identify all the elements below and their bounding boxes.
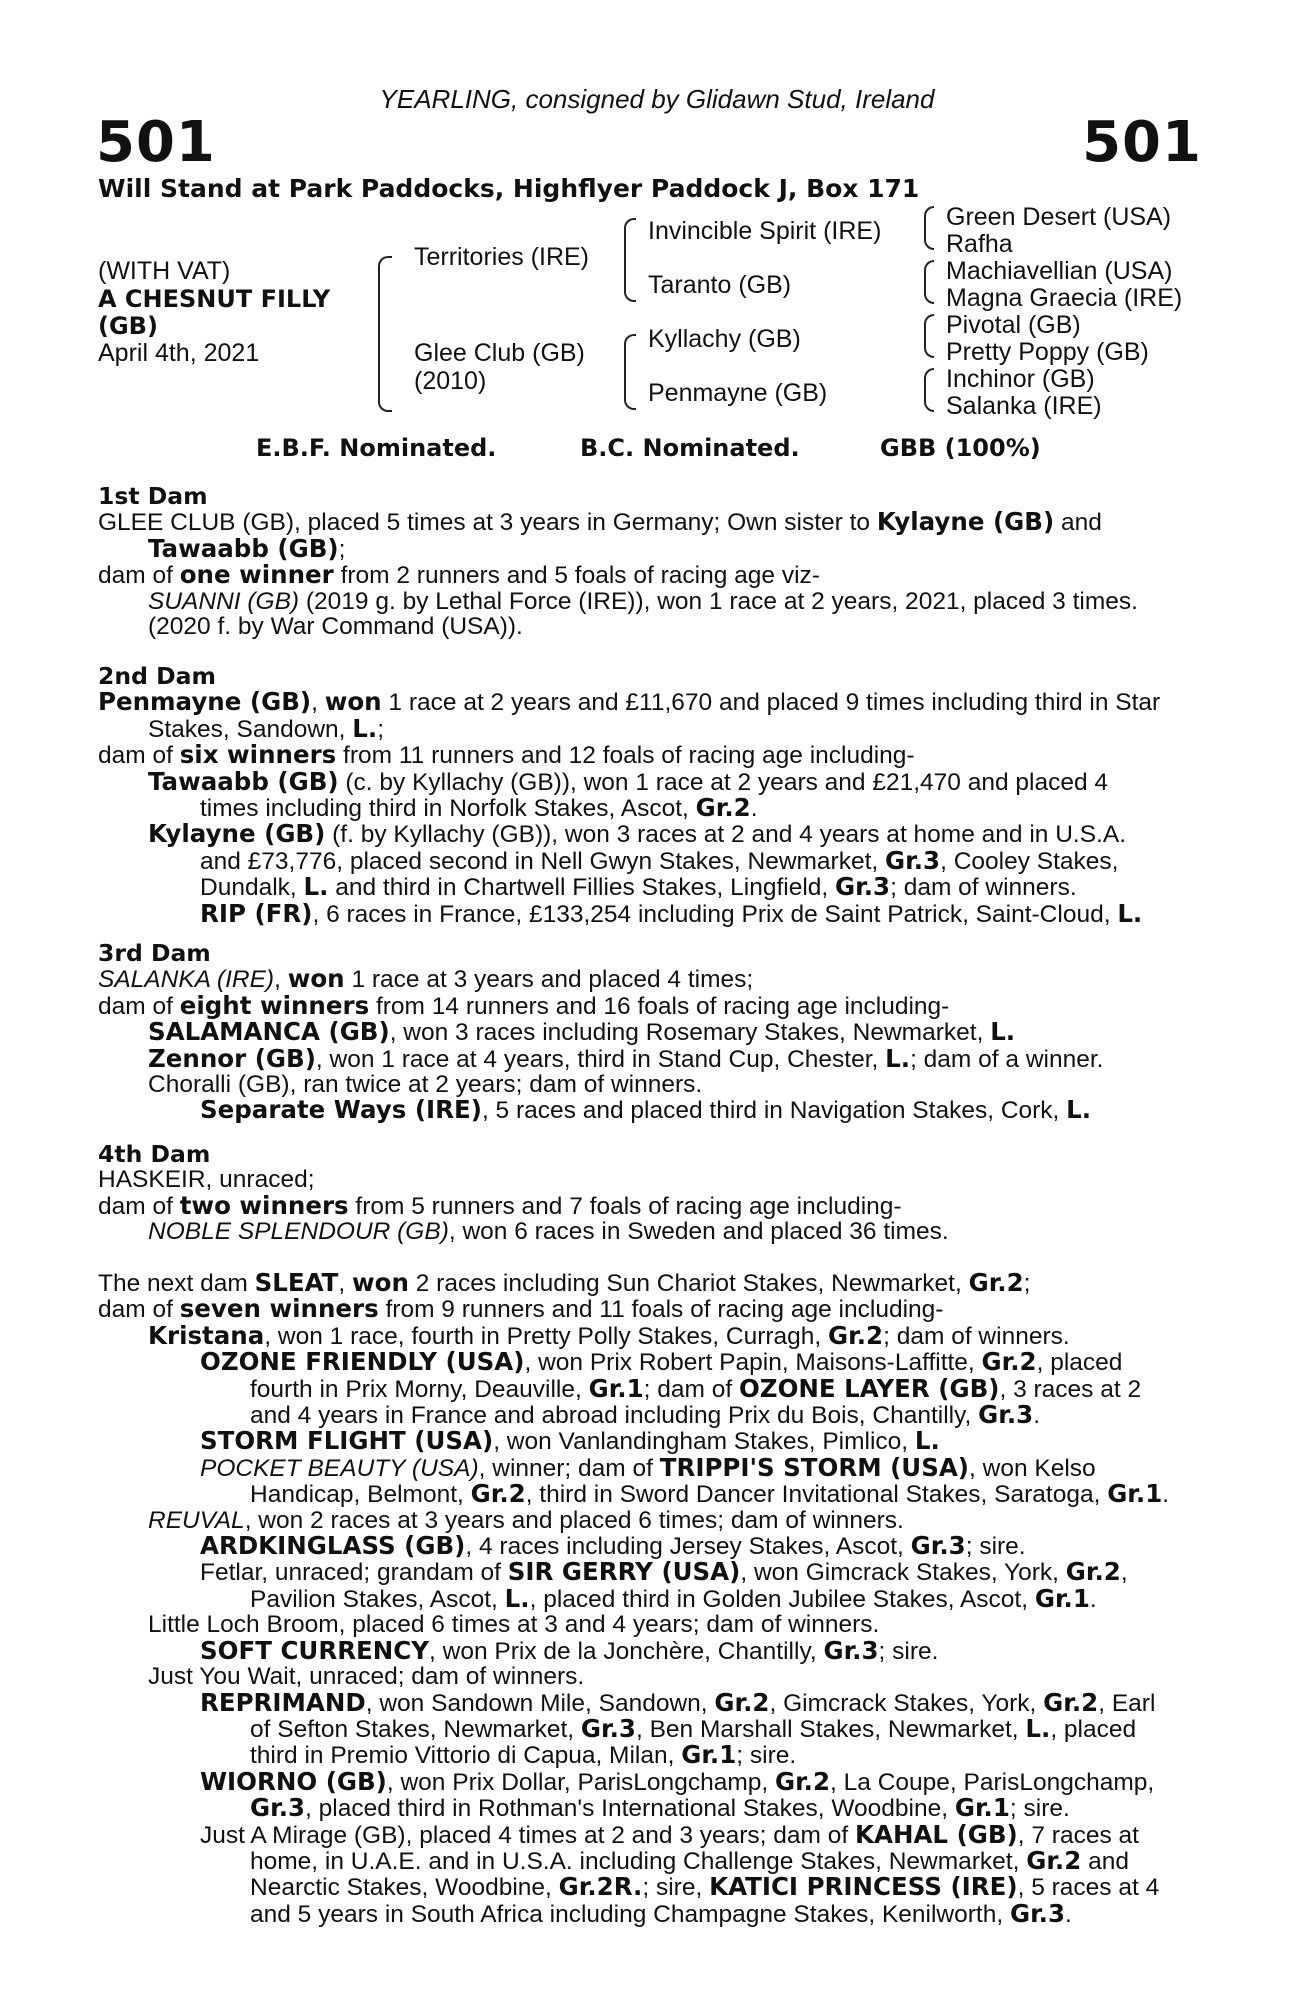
produce-entry: Kylayne (GB) (f. by Kyllachy (GB)), won 3 races at 2 and 4 years at home and in U.S.A. — [148, 819, 1127, 849]
brace-dam — [624, 334, 636, 410]
produce-entry: SOFT CURRENCY, won Prix de la Jonchère, Chantilly, Gr.3; sire. — [200, 1635, 939, 1665]
produce-entry-cont: Dundalk, L. and third in Chartwell Fillies Stakes, Lingfield, Gr.3; dam of winners. — [200, 872, 1077, 902]
gbb-status: GBB (100%) — [880, 434, 1041, 462]
produce-entry-cont: and 4 years in France and abroad including Prix du Bois, Chantilly, Gr.3. — [250, 1400, 1041, 1430]
produce-entry: REUVAL, won 2 races at 3 years and placed 6 times; dam of winners. — [148, 1506, 904, 1534]
ds-sire: Pivotal (GB) — [946, 311, 1081, 339]
horse-dob: April 4th, 2021 — [98, 339, 260, 367]
ss-dam: Rafha — [946, 230, 1013, 258]
dam-entry: GLEE CLUB (GB), placed 5 times at 3 years in Germany; Own sister to Kylayne (GB) and — [98, 507, 1102, 537]
dam-entry-cont: Stakes, Sandown, L.; — [148, 713, 385, 743]
produce-entry: NOBLE SPLENDOUR (GB), won 6 races in Sweden and placed 36 times. — [148, 1218, 949, 1246]
consignment-line: YEARLING, consigned by Glidawn Stud, Ireland — [379, 84, 935, 114]
produce-entry: Just You Wait, unraced; dam of winners. — [148, 1663, 585, 1691]
horse-country: (GB) — [98, 312, 158, 340]
stand-location: Will Stand at Park Paddocks, Highflyer Paddock J, Box 171 — [98, 174, 920, 203]
produce-entry-cont: Handicap, Belmont, Gr.2, third in Sword Dancer Invitational Stakes, Saratoga, Gr.1. — [250, 1479, 1170, 1509]
produce-entry: POCKET BEAUTY (USA), winner; dam of TRIPPI'S STORM (USA), won Kelso — [200, 1452, 1096, 1482]
third-dam-section — [98, 941, 1208, 1124]
produce-entry: WIORNO (GB), won Prix Dollar, ParisLongchamp, Gr.2, La Coupe, ParisLongchamp, — [200, 1766, 1155, 1796]
bc-nomination: B.C. Nominated. — [580, 434, 800, 462]
lot-number-right: 501 — [1082, 110, 1202, 175]
produce-entry-cont: and 5 years in South Africa including Champagne Stakes, Kenilworth, Gr.3. — [250, 1898, 1072, 1928]
next-dam-section — [98, 1270, 1208, 1927]
dd-dam: Salanka (IRE) — [946, 392, 1102, 420]
produce-entry: ARDKINGLASS (GB), 4 races including Jersey Stakes, Ascot, Gr.3; sire. — [200, 1531, 1026, 1561]
fourth-dam-section — [98, 1142, 1208, 1245]
ebf-nomination: E.B.F. Nominated. — [256, 434, 497, 462]
dd-sire: Inchinor (GB) — [946, 365, 1095, 393]
sd-sire: Machiavellian (USA) — [946, 257, 1173, 285]
horse-name: A CHESNUT FILLY — [98, 285, 331, 313]
section-heading: 3rd Dam — [98, 939, 211, 967]
produce-entry: REPRIMAND, won Sandown Mile, Sandown, Gr.2, Gimcrack Stakes, York, Gr.2, Earl — [200, 1687, 1156, 1717]
dam-entry: SALANKA (IRE), won 1 race at 3 years and placed 4 times; — [98, 964, 754, 994]
produce-summary: dam of eight winners from 14 runners and 16 foals of racing age including- — [98, 990, 950, 1020]
produce-entry-cont: third in Premio Vittorio di Capua, Milan, Gr.1; sire. — [250, 1740, 797, 1770]
ds-dam: Pretty Poppy (GB) — [946, 338, 1149, 366]
dam-sire: Kyllachy (GB) — [648, 325, 801, 353]
produce-entry: Choralli (GB), ran twice at 2 years; dam of winners. — [148, 1071, 703, 1099]
produce-entry-cont: home, in U.A.E. and in U.S.A. including Challenge Stakes, Newmarket, Gr.2 and — [250, 1845, 1129, 1875]
produce-entry: SUANNI (GB) (2019 g. by Lethal Force (IRE)), won 1 race at 2 years, 2021, placed 3 times. — [148, 587, 1138, 615]
produce-entry: Tawaabb (GB) (c. by Kyllachy (GB)), won 1 race at 2 years and £21,470 and placed 4 — [148, 766, 1109, 796]
dam: Glee Club (GB) — [414, 339, 585, 367]
produce-entry: Kristana, won 1 race, fourth in Pretty Polly Stakes, Curragh, Gr.2; dam of winners. — [148, 1320, 1070, 1350]
produce-entry: OZONE FRIENDLY (USA), won Prix Robert Papin, Maisons-Laffitte, Gr.2, placed — [200, 1347, 1123, 1377]
second-dam-section — [98, 664, 1208, 927]
produce-entry-cont: and £73,776, placed second in Nell Gwyn Stakes, Newmarket, Gr.3, Cooley Stakes, — [200, 845, 1119, 875]
brace-ds — [924, 314, 934, 358]
sire: Territories (IRE) — [414, 243, 590, 271]
produce-entry: (2020 f. by War Command (USA)). — [148, 613, 523, 641]
dam-entry-cont: Tawaabb (GB); — [148, 533, 346, 563]
produce-summary: dam of one winner from 2 runners and 5 foals of racing age viz- — [98, 560, 820, 590]
produce-entry-cont: Nearctic Stakes, Woodbine, Gr.2R.; sire, KATICI PRINCESS (IRE), 5 races at 4 — [250, 1872, 1160, 1902]
produce-entry: Just A Mirage (GB), placed 4 times at 2 and 3 years; dam of KAHAL (GB), 7 races at — [200, 1819, 1139, 1849]
produce-summary: dam of two winners from 5 runners and 7 foals of racing age including- — [98, 1190, 902, 1220]
produce-entry: SALAMANCA (GB), won 3 races including Rosemary Stakes, Newmarket, L. — [148, 1017, 1016, 1047]
dam-entry: HASKEIR, unraced; — [98, 1166, 315, 1194]
produce-entry: STORM FLIGHT (USA), won Vanlandingham Stakes, Pimlico, L. — [200, 1426, 940, 1456]
section-heading: 1st Dam — [98, 482, 208, 510]
dam-entry: The next dam SLEAT, won 2 races including Sun Chariot Stakes, Newmarket, Gr.2; — [98, 1268, 1031, 1297]
sire-dam: Taranto (GB) — [648, 271, 792, 299]
produce-entry-cont: times including third in Norfolk Stakes, Ascot, Gr.2. — [200, 793, 758, 823]
produce-entry: Zennor (GB), won 1 race at 4 years, third in Stand Cup, Chester, L.; dam of a winner. — [148, 1043, 1104, 1073]
produce-entry: RIP (FR), 6 races in France, £133,254 including Prix de Saint Patrick, Saint-Cloud, L. — [200, 898, 1143, 928]
brace-sire — [624, 218, 636, 302]
brace-dd — [924, 368, 934, 412]
section-heading: 4th Dam — [98, 1140, 211, 1168]
brace-main — [378, 256, 392, 412]
produce-entry-cont: Gr.3, placed third in Rothman's International Stakes, Woodbine, Gr.1; sire. — [250, 1793, 1070, 1823]
first-dam-section — [98, 484, 1208, 639]
dam-entry: Penmayne (GB), won 1 race at 2 years and £11,670 and placed 9 times including third in Star — [98, 687, 1161, 717]
dam-dam: Penmayne (GB) — [648, 379, 828, 407]
vat-note: (WITH VAT) — [98, 257, 231, 285]
brace-ss — [924, 206, 934, 250]
produce-summary: dam of seven winners from 9 runners and 11 foals of racing age including- — [98, 1294, 944, 1324]
lot-number-left: 501 — [96, 110, 216, 175]
brace-sd — [924, 260, 934, 304]
section-heading: 2nd Dam — [98, 662, 216, 690]
produce-entry-cont: Pavilion Stakes, Ascot, L., placed third in Golden Jubilee Stakes, Ascot, Gr.1. — [250, 1583, 1097, 1613]
produce-entry: Little Loch Broom, placed 6 times at 3 and 4 years; dam of winners. — [148, 1611, 880, 1639]
sd-dam: Magna Graecia (IRE) — [946, 284, 1183, 312]
produce-summary: dam of six winners from 11 runners and 12 foals of racing age including- — [98, 740, 915, 770]
dam-year: (2010) — [414, 367, 487, 395]
produce-entry-cont: fourth in Prix Morny, Deauville, Gr.1; dam of OZONE LAYER (GB), 3 races at 2 — [250, 1373, 1142, 1403]
produce-entry: Separate Ways (IRE), 5 races and placed third in Navigation Stakes, Cork, L. — [200, 1095, 1092, 1125]
produce-entry: Fetlar, unraced; grandam of SIR GERRY (USA), won Gimcrack Stakes, York, Gr.2, — [200, 1557, 1128, 1587]
sire-sire: Invincible Spirit (IRE) — [648, 217, 882, 245]
ss-sire: Green Desert (USA) — [946, 203, 1172, 231]
produce-entry-cont: of Sefton Stakes, Newmarket, Gr.3, Ben Marshall Stakes, Newmarket, L., placed — [250, 1713, 1137, 1743]
